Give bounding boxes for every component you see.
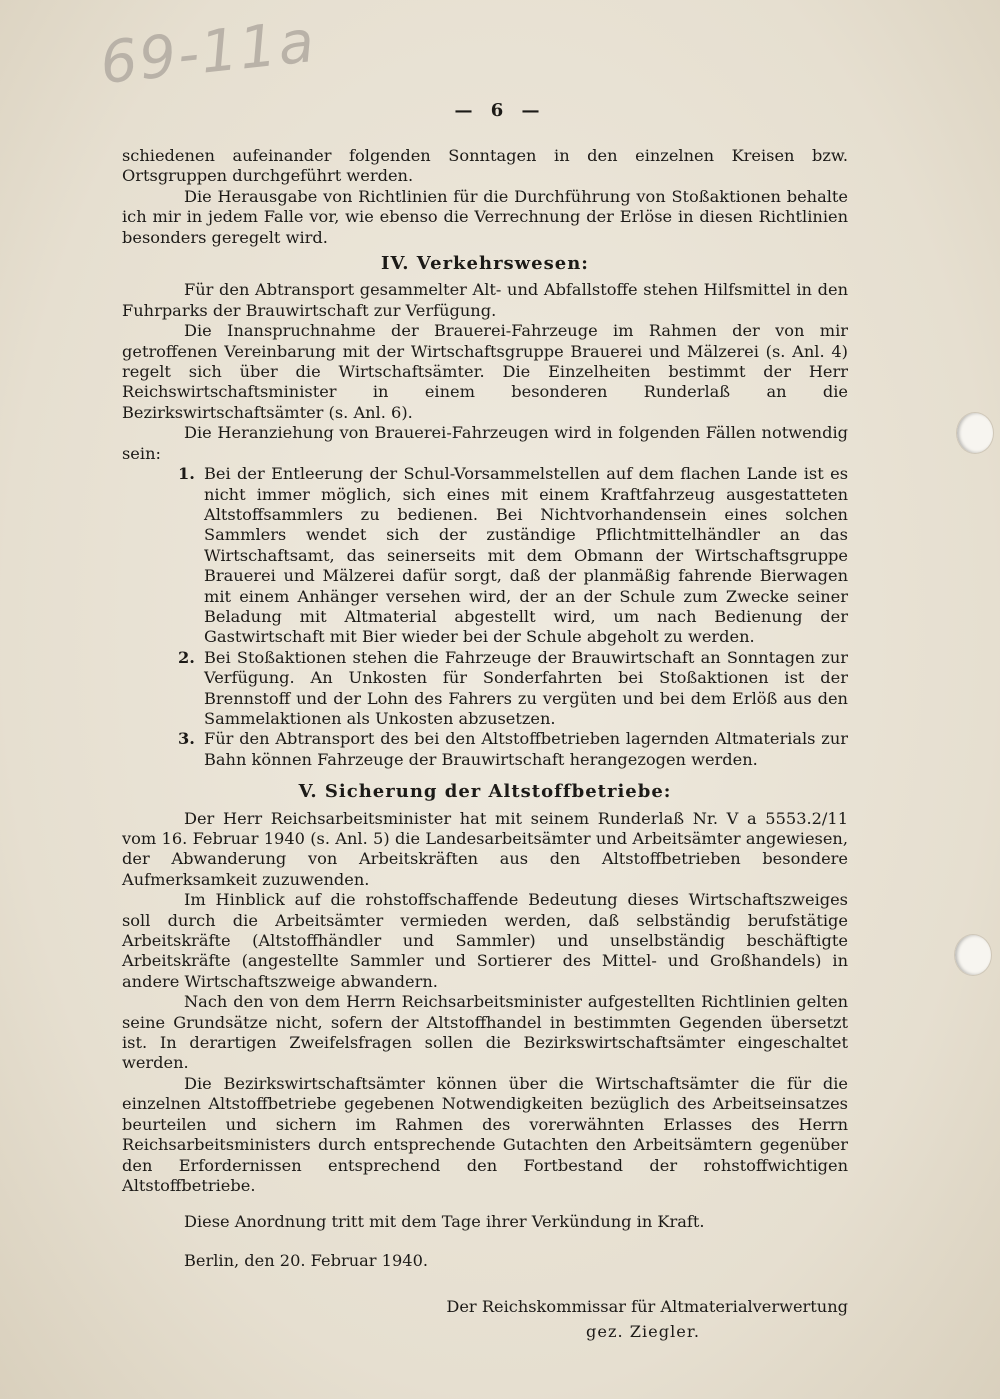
- body-paragraph: Für den Abtransport gesammelter Alt- und Abfallstoffe stehen Hilfsmittel in den Fuhrparks der Brauwirtschaft zur Verfügung.: [122, 280, 848, 320]
- closing-statement: Diese Anordnung tritt mit dem Tage ihrer Verkündung in Kraft.: [184, 1212, 705, 1232]
- section-heading: V. Sicherung der Altstoffbetriebe:: [298, 781, 672, 803]
- list-item: [122, 648, 848, 730]
- punch-hole: [956, 412, 994, 454]
- list-text: Bei Stoßaktionen stehen die Fahrzeuge der Brauwirtschaft an Sonntagen zur Verfügung. An Unkosten für Sonderfahrten bei Stoßaktionen ist der Brennstoff und der Lohn des Fahrers zu vergüten und bei dem Erlöß aus den Sammelaktionen als Unkosten abzusetzen.: [204, 647, 848, 728]
- signatory-name: gez. Ziegler.: [586, 1321, 700, 1341]
- list-item: [122, 464, 848, 648]
- list-text: Bei der Entleerung der Schul-Vorsammelstellen auf dem flachen Lande ist es nicht immer möglich, sich eines mit einem Kraftfahrzeug ausgestatteten Altstoffsammlers zu bedienen. Bei Nichtvorhandensein eines solchen Sammlers wendet sich der zuständige Pflichtmittelhändler an das Wirtschaftsamt, das seinerseits mit dem Obmann der Wirtschaftsgruppe Brauerei und Mälzerei dafür sorgt, daß der planmäßig fahrende Bierwagen mit einem Anhänger versehen wird, der an der Schule zum Zwecke seiner Beladung mit Altmaterial abgestellt wird, um nach Bedienung der Gastwirtschaft mit Bier wieder bei der Schule abgeholt zu werden.: [204, 464, 848, 647]
- list-item: [122, 729, 848, 770]
- archive-mark: 69-11a: [97, 6, 320, 98]
- list-number: 2.: [178, 647, 195, 667]
- list-number: 1.: [178, 464, 195, 484]
- page-number: — 6 —: [454, 100, 546, 121]
- date-line: Berlin, den 20. Februar 1940.: [184, 1250, 429, 1270]
- signatory-title: Der Reichskommissar für Altmaterialverwertung: [446, 1297, 848, 1317]
- list-number: 3.: [178, 729, 195, 749]
- body-paragraph: Der Herr Reichsarbeitsminister hat mit seinem Runderlaß Nr. V a 5553.2/11 vom 16. Februar 1940 (s. Anl. 5) die Landesarbeitsämter und Arbeitsämter angewiesen, der Abwanderung von Arbeitskräften aus den Altstoffbetrieben besondere Aufmerksamkeit zuzuwenden.: [122, 808, 848, 889]
- list-text: Für den Abtransport des bei den Altstoffbetrieben lagernden Altmaterials zur Bahn können Fahrzeuge der Brauwirtschaft herangezogen werden.: [204, 729, 848, 769]
- body-paragraph: Die Inanspruchnahme der Brauerei-Fahrzeuge im Rahmen der von mir getroffenen Vereinbarung mit der Wirtschaftsgruppe Brauerei und Mälzerei (s. Anl. 4) regelt sich über die Wirtschaftsämter. Die Einzelheiten bestimmt der Herr Reichswirtschaftsminister in einem besonderen Runderlaß an die Bezirkswirtschaftsämter (s. Anl. 6).: [122, 321, 848, 422]
- document-body: [122, 146, 848, 1342]
- punch-hole: [954, 934, 992, 976]
- intro-paragraph: schiedenen aufeinander folgenden Sonntagen in den einzelnen Kreisen bzw. Ortsgruppen durchgeführt werden.: [122, 146, 848, 186]
- section-heading: IV. Verkehrswesen:: [381, 253, 589, 275]
- body-paragraph: Die Heranziehung von Brauerei-Fahrzeugen wird in folgenden Fällen notwendig sein:: [122, 423, 848, 463]
- body-paragraph: Die Bezirkswirtschaftsämter können über die Wirtschaftsämter die für die einzelnen Altstoffbetriebe gegebenen Notwendigkeiten bezüglich des Arbeitseinsatzes beurteilen und sichern im Rahmen des vorerwähnten Erlasses des Herrn Reichsarbeitsministers durch entsprechende Gutachten den Arbeitsämtern gegenüber den Erfordernissen entsprechend den Fortbestand der rohstoffwichtigen Altstoffbetriebe.: [122, 1073, 848, 1195]
- body-paragraph: Im Hinblick auf die rohstoffschaffende Bedeutung dieses Wirtschaftszweiges soll durch die Arbeitsämter vermieden werden, daß selbständig berufstätige Arbeitskräfte (Altstoffhändler und Sammler) und unselbständig beschäftigte Arbeitskräfte (angestellte Sammler und Sortierer des Mittel- und Großhandels) in andere Wirtschaftszweige abwandern.: [122, 890, 848, 991]
- body-paragraph: Nach den von dem Herrn Reichsarbeitsminister aufgestellten Richtlinien gelten seine Grundsätze nicht, sofern der Altstoffhandel in bestimmten Gegenden übersetzt ist. In derartigen Zweifelsfragen sollen die Bezirkswirtschaftsämter eingeschaltet werden.: [122, 992, 848, 1073]
- intro-paragraph: Die Herausgabe von Richtlinien für die Durchführung von Stoßaktionen behalte ich mir in jedem Falle vor, wie ebenso die Verrechnung der Erlöse in diesen Richtlinien besonders geregelt wird.: [122, 186, 848, 247]
